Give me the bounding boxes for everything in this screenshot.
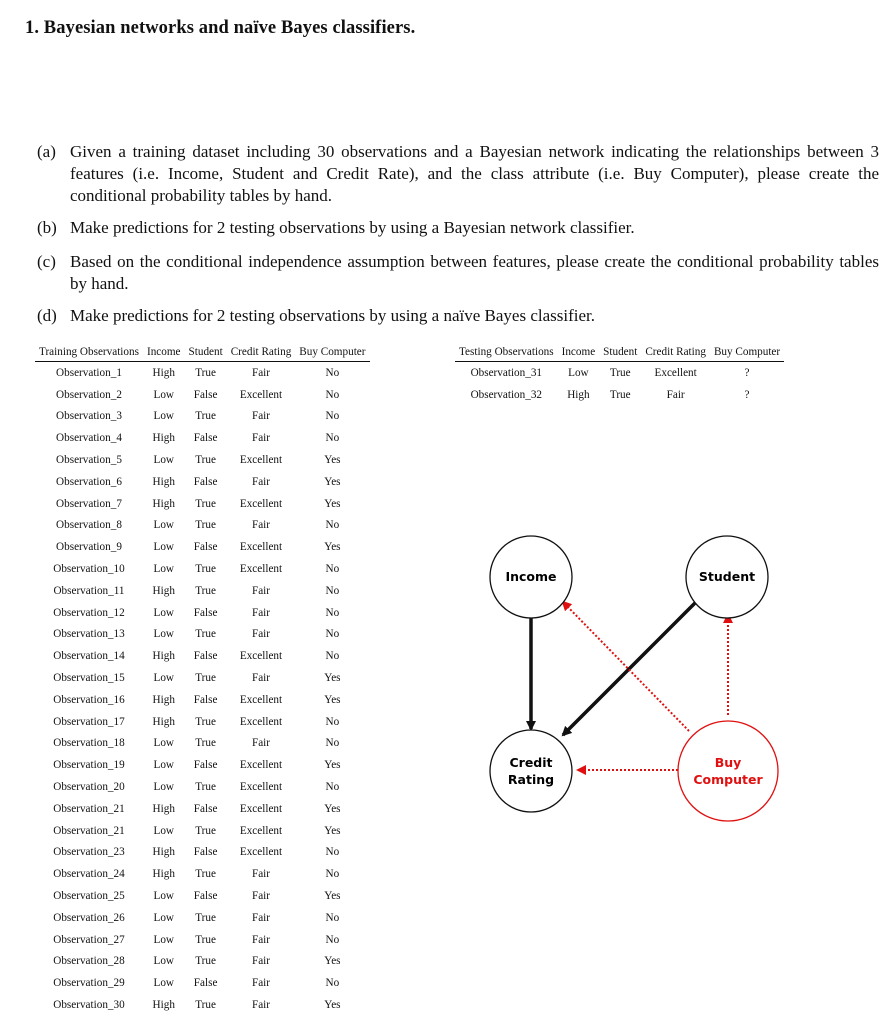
training-cell: Low xyxy=(153,606,174,619)
node-buy-computer xyxy=(678,721,778,821)
training-cell: True xyxy=(195,911,216,924)
training-cell: Fair xyxy=(251,410,271,423)
training-row xyxy=(35,798,370,820)
training-cell: Observation_2 xyxy=(56,388,122,401)
training-cell: Low xyxy=(153,519,174,532)
training-row xyxy=(35,602,370,624)
training-cell: Observation_15 xyxy=(53,672,125,685)
training-cell: Low xyxy=(153,890,174,903)
question-c xyxy=(37,251,879,295)
training-cell: Excellent xyxy=(239,454,283,467)
training-cell: False xyxy=(193,541,218,554)
training-body xyxy=(35,362,370,1016)
node-income-label: Income xyxy=(505,569,557,584)
training-cell: Fair xyxy=(251,911,271,924)
training-cell: Excellent xyxy=(239,781,283,794)
training-cell: Yes xyxy=(324,824,341,837)
training-row xyxy=(35,929,370,951)
training-cell: Observation_28 xyxy=(53,955,125,968)
node-buy-label-line1: Buy xyxy=(714,755,742,770)
training-row xyxy=(35,580,370,602)
training-cell: Low xyxy=(153,410,174,423)
training-cell: Fair xyxy=(251,890,271,903)
training-cell: False xyxy=(193,802,218,815)
training-cell: High xyxy=(152,475,175,488)
training-cell: High xyxy=(152,497,175,510)
testing-column-header: Student xyxy=(599,343,641,362)
training-cell: Excellent xyxy=(239,650,283,663)
training-cell: Yes xyxy=(324,454,341,467)
training-cell: No xyxy=(325,366,340,379)
training-cell: Excellent xyxy=(239,541,283,554)
training-row xyxy=(35,842,370,864)
training-cell: Fair xyxy=(251,977,271,990)
training-row xyxy=(35,689,370,711)
training-cell: Low xyxy=(153,672,174,685)
training-cell: High xyxy=(152,432,175,445)
training-cell: Yes xyxy=(324,672,341,685)
question-text: Make predictions for 2 testing observations by using a Bayesian network classifier. xyxy=(70,218,635,237)
training-cell: Low xyxy=(153,563,174,576)
training-cell: Observation_29 xyxy=(53,977,125,990)
edge-buy-to-income xyxy=(563,602,689,731)
training-cell: True xyxy=(195,781,216,794)
training-cell: Observation_6 xyxy=(56,475,122,488)
testing-table xyxy=(455,343,784,406)
training-cell: Observation_3 xyxy=(56,410,122,423)
training-row xyxy=(35,820,370,842)
testing-cell: Fair xyxy=(666,388,685,401)
training-cell: High xyxy=(152,802,175,815)
training-row xyxy=(35,885,370,907)
question-label: (a) xyxy=(37,142,56,161)
testing-row xyxy=(455,384,784,406)
training-cell: False xyxy=(193,890,218,903)
testing-column-header: Testing Observations xyxy=(455,343,558,362)
training-cell: Observation_16 xyxy=(53,693,125,706)
training-cell: Observation_18 xyxy=(53,737,125,750)
training-cell: Low xyxy=(153,737,174,750)
training-cell: No xyxy=(325,628,340,641)
training-row xyxy=(35,972,370,994)
node-credit-label-line1: Credit xyxy=(509,755,553,770)
training-row xyxy=(35,907,370,929)
question-text: Given a training dataset including 30 observations and a Bayesian network indicating the relationships between 3 features (i.e. Income, Student and Credit Rate), and the class attribute (i.e. Buy Computer), please create the conditional probability tables by hand. xyxy=(70,142,879,205)
training-cell: Low xyxy=(153,759,174,772)
training-cell: Fair xyxy=(251,475,271,488)
training-row xyxy=(35,733,370,755)
training-cell: Fair xyxy=(251,432,271,445)
training-cell: True xyxy=(195,584,216,597)
training-cell: True xyxy=(195,497,216,510)
training-cell: Excellent xyxy=(239,824,283,837)
node-student xyxy=(686,536,768,618)
training-row xyxy=(35,493,370,515)
training-row xyxy=(35,406,370,428)
training-cell: Low xyxy=(153,541,174,554)
training-cell: Low xyxy=(153,933,174,946)
training-cell: Observation_4 xyxy=(56,432,122,445)
training-cell: Low xyxy=(153,781,174,794)
training-row xyxy=(35,776,370,798)
training-row xyxy=(35,951,370,973)
training-cell: High xyxy=(152,584,175,597)
training-cell: High xyxy=(152,999,175,1011)
training-header-row xyxy=(35,343,370,362)
training-row xyxy=(35,754,370,776)
training-row xyxy=(35,667,370,689)
training-cell: True xyxy=(195,933,216,946)
training-cell: Observation_21 xyxy=(53,824,125,837)
training-row xyxy=(35,536,370,558)
training-cell: Yes xyxy=(324,475,341,488)
question-a xyxy=(37,141,879,207)
testing-header-row xyxy=(455,343,784,362)
training-cell: False xyxy=(193,606,218,619)
question-text: Based on the conditional independence assumption between features, please create the conditional probability tables by hand. xyxy=(70,252,879,293)
training-cell: No xyxy=(325,388,340,401)
testing-cell: True xyxy=(609,366,631,379)
training-cell: Observation_14 xyxy=(53,650,125,663)
training-cell: No xyxy=(325,977,340,990)
training-cell: False xyxy=(193,432,218,445)
training-row xyxy=(35,645,370,667)
training-cell: True xyxy=(195,715,216,728)
training-cell: Fair xyxy=(251,999,271,1011)
training-cell: Fair xyxy=(251,955,271,968)
training-cell: False xyxy=(193,846,218,859)
training-row xyxy=(35,558,370,580)
training-cell: False xyxy=(193,759,218,772)
training-cell: Fair xyxy=(251,628,271,641)
training-cell: Observation_24 xyxy=(53,868,125,881)
training-cell: No xyxy=(325,737,340,750)
training-row xyxy=(35,427,370,449)
training-cell: Yes xyxy=(324,890,341,903)
training-cell: No xyxy=(325,519,340,532)
testing-column-header: Credit Rating xyxy=(641,343,710,362)
testing-cell: Excellent xyxy=(654,366,697,379)
training-cell: No xyxy=(325,868,340,881)
training-cell: Fair xyxy=(251,933,271,946)
training-cell: No xyxy=(325,410,340,423)
training-cell: True xyxy=(195,366,216,379)
testing-body xyxy=(455,362,784,406)
testing-cell: Low xyxy=(568,366,589,379)
training-cell: False xyxy=(193,693,218,706)
training-cell: Excellent xyxy=(239,802,283,815)
training-cell: No xyxy=(325,933,340,946)
training-cell: Fair xyxy=(251,672,271,685)
bayesian-network-diagram xyxy=(460,525,890,845)
training-cell: True xyxy=(195,519,216,532)
training-cell: Excellent xyxy=(239,715,283,728)
testing-cell: ? xyxy=(744,388,750,401)
training-cell: True xyxy=(195,672,216,685)
training-cell: Low xyxy=(153,388,174,401)
training-cell: True xyxy=(195,955,216,968)
training-cell: Low xyxy=(153,977,174,990)
question-label: (b) xyxy=(37,218,57,237)
training-cell: Fair xyxy=(251,519,271,532)
training-cell: True xyxy=(195,868,216,881)
testing-column-header: Income xyxy=(558,343,600,362)
training-cell: No xyxy=(325,432,340,445)
training-cell: Observation_10 xyxy=(53,563,125,576)
training-row xyxy=(35,471,370,493)
training-cell: No xyxy=(325,606,340,619)
training-cell: Observation_17 xyxy=(53,715,125,728)
training-cell: No xyxy=(325,715,340,728)
training-row xyxy=(35,863,370,885)
testing-cell: True xyxy=(609,388,631,401)
training-cell: No xyxy=(325,911,340,924)
training-cell: Fair xyxy=(251,366,271,379)
training-row xyxy=(35,384,370,406)
node-credit-label-line2: Rating xyxy=(507,772,555,787)
training-cell: No xyxy=(325,781,340,794)
training-cell: Observation_13 xyxy=(53,628,125,641)
training-cell: Yes xyxy=(324,999,341,1011)
training-cell: True xyxy=(195,563,216,576)
training-column-header: Credit Rating xyxy=(227,343,296,362)
training-cell: Excellent xyxy=(239,846,283,859)
testing-cell: Observation_32 xyxy=(470,388,543,401)
training-cell: High xyxy=(152,693,175,706)
training-cell: Observation_5 xyxy=(56,454,122,467)
training-cell: Yes xyxy=(324,541,341,554)
training-cell: Low xyxy=(153,628,174,641)
testing-cell: ? xyxy=(744,366,750,379)
training-cell: Observation_30 xyxy=(53,999,125,1011)
testing-column-header: Buy Computer xyxy=(710,343,784,362)
training-cell: No xyxy=(325,563,340,576)
training-cell: High xyxy=(152,868,175,881)
training-cell: High xyxy=(152,846,175,859)
training-cell: Excellent xyxy=(239,759,283,772)
node-buy-label-line2: Computer xyxy=(693,772,763,787)
training-cell: Excellent xyxy=(239,693,283,706)
training-cell: True xyxy=(195,454,216,467)
training-cell: Fair xyxy=(251,868,271,881)
training-cell: Observation_20 xyxy=(53,781,125,794)
training-cell: No xyxy=(325,650,340,663)
section-title: 1. Bayesian networks and naïve Bayes classifiers. xyxy=(25,18,416,38)
training-row xyxy=(35,624,370,646)
training-cell: Low xyxy=(153,824,174,837)
training-row xyxy=(35,515,370,537)
training-cell: False xyxy=(193,475,218,488)
training-cell: High xyxy=(152,650,175,663)
training-column-header: Student xyxy=(185,343,227,362)
training-column-header: Training Observations xyxy=(35,343,143,362)
node-income xyxy=(490,536,572,618)
training-cell: True xyxy=(195,628,216,641)
training-cell: Observation_25 xyxy=(53,890,125,903)
node-student-label: Student xyxy=(698,569,756,584)
training-cell: Observation_9 xyxy=(56,541,122,554)
training-cell: Excellent xyxy=(239,497,283,510)
node-credit-rating xyxy=(490,730,572,812)
training-cell: High xyxy=(152,366,175,379)
training-cell: True xyxy=(195,999,216,1011)
testing-row xyxy=(455,362,784,384)
training-cell: Low xyxy=(153,911,174,924)
training-cell: Observation_27 xyxy=(53,933,125,946)
training-cell: Fair xyxy=(251,737,271,750)
training-cell: False xyxy=(193,650,218,663)
training-cell: Fair xyxy=(251,606,271,619)
training-cell: Observation_26 xyxy=(53,911,125,924)
training-cell: No xyxy=(325,584,340,597)
training-cell: Observation_7 xyxy=(56,497,122,510)
question-label: (d) xyxy=(37,306,57,325)
training-cell: Fair xyxy=(251,584,271,597)
training-cell: Low xyxy=(153,454,174,467)
training-cell: True xyxy=(195,410,216,423)
training-row xyxy=(35,362,370,384)
training-table xyxy=(35,343,370,1016)
training-cell: Observation_1 xyxy=(56,366,122,379)
training-cell: Observation_23 xyxy=(53,846,125,859)
training-cell: True xyxy=(195,737,216,750)
training-column-header: Buy Computer xyxy=(295,343,369,362)
training-cell: Observation_19 xyxy=(53,759,125,772)
testing-cell: Observation_31 xyxy=(470,366,543,379)
training-cell: Observation_11 xyxy=(53,584,125,597)
training-cell: False xyxy=(193,388,218,401)
question-b xyxy=(37,217,879,239)
training-cell: Yes xyxy=(324,802,341,815)
training-column-header: Income xyxy=(143,343,185,362)
testing-cell: High xyxy=(567,388,590,401)
training-row xyxy=(35,711,370,733)
training-cell: Yes xyxy=(324,693,341,706)
training-cell: Yes xyxy=(324,955,341,968)
training-row xyxy=(35,994,370,1016)
question-label: (c) xyxy=(37,252,56,271)
training-cell: Excellent xyxy=(239,388,283,401)
training-cell: Observation_12 xyxy=(53,606,125,619)
training-cell: Yes xyxy=(324,759,341,772)
training-cell: Low xyxy=(153,955,174,968)
training-cell: High xyxy=(152,715,175,728)
training-row xyxy=(35,449,370,471)
training-cell: Yes xyxy=(324,497,341,510)
training-cell: True xyxy=(195,824,216,837)
training-cell: False xyxy=(193,977,218,990)
training-cell: No xyxy=(325,846,340,859)
training-cell: Observation_21 xyxy=(53,802,125,815)
question-d xyxy=(37,305,879,327)
training-cell: Excellent xyxy=(239,563,283,576)
training-cell: Observation_8 xyxy=(56,519,122,532)
question-text: Make predictions for 2 testing observations by using a naïve Bayes classifier. xyxy=(70,306,595,325)
